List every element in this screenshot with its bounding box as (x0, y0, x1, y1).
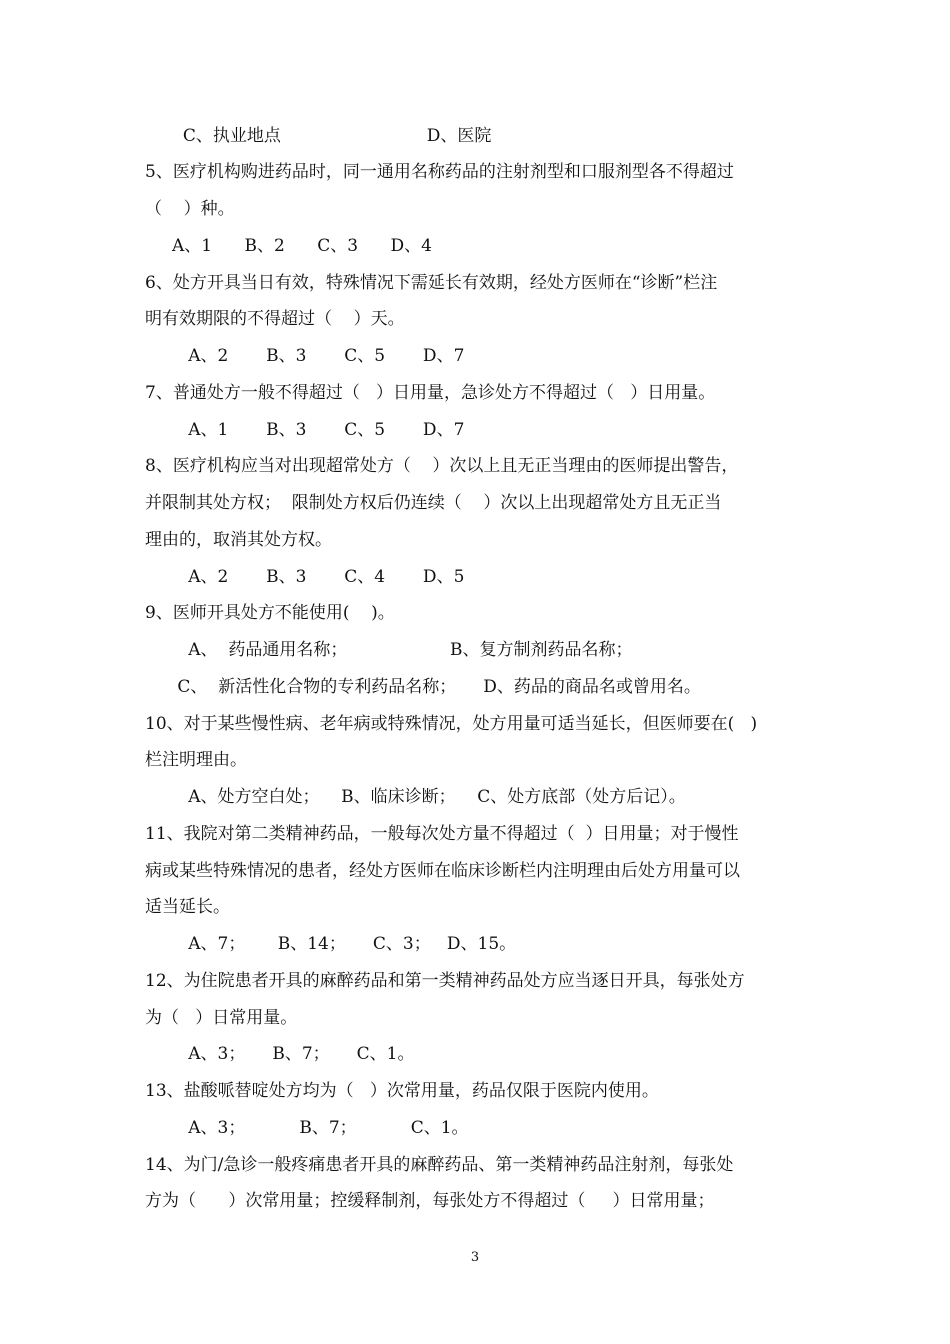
text-line: C、 新活性化合物的专利药品名称； D、药品的商品名或曾用名。 (145, 677, 701, 697)
text-line: 14、为门/急诊一般疼痛患者开具的麻醉药品、第一类精神药品注射剂，每张处 (145, 1155, 734, 1175)
text-line: 栏注明理由。 (145, 750, 247, 770)
text-line: 6、处方开具当日有效，特殊情况下需延长有效期，经处方医师在“诊断”栏注 (145, 273, 718, 293)
text-line: 10、对于某些慢性病、老年病或特殊情况，处方用量可适当延长，但医师要在( ) (145, 714, 758, 734)
text-line: A、2 B、3 C、4 D、5 (145, 567, 465, 587)
text-line: A、3； B、7； C、1。 (145, 1044, 415, 1064)
text-line: 8、医疗机构应当对出现超常处方（ ）次以上且无正当理由的医师提出警告， (145, 456, 739, 476)
text-line: C、执业地点 D、医院 (145, 126, 492, 146)
text-line: 12、为住院患者开具的麻醉药品和第一类精神药品处方应当逐日开具，每张处方 (145, 971, 745, 991)
text-line: 9、医师开具处方不能使用( )。 (145, 603, 395, 623)
text-line: 明有效期限的不得超过（ ）天。 (145, 309, 405, 329)
text-line: 适当延长。 (145, 897, 230, 917)
text-line: A、1 B、2 C、3 D、4 (145, 236, 432, 256)
text-line: 5、医疗机构购进药品时，同一通用名称药品的注射剂型和口服剂型各不得超过 (145, 162, 734, 182)
text-line: 理由的，取消其处方权。 (145, 530, 332, 550)
text-line: 病或某些特殊情况的患者，经处方医师在临床诊断栏内注明理由后处方用量可以 (145, 861, 740, 881)
text-line: 并限制其处方权； 限制处方权后仍连续（ ）次以上出现超常处方且无正当 (145, 493, 722, 513)
text-line: 为（ ）日常用量。 (145, 1008, 298, 1028)
text-line: A、3； B、7； C、1。 (145, 1118, 469, 1138)
text-line: A、1 B、3 C、5 D、7 (145, 420, 465, 440)
text-line: 11、我院对第二类精神药品，一般每次处方量不得超过（ ）日用量；对于慢性 (145, 824, 739, 844)
text-line: 13、盐酸哌替啶处方均为（ ）次常用量，药品仅限于医院内使用。 (145, 1081, 659, 1101)
text-line: A、 药品通用名称； B、复方制剂药品名称； (145, 640, 633, 660)
text-line: 方为（ ）次常用量；控缓释制剂，每张处方不得超过（ ）日常用量； (145, 1191, 715, 1211)
text-line: A、2 B、3 C、5 D、7 (145, 346, 465, 366)
text-line: A、7； B、14； C、3； D、15。 (145, 934, 517, 954)
page-number: 3 (470, 1250, 480, 1265)
text-line: （ ）种。 (145, 199, 235, 219)
text-line: A、处方空白处； B、临床诊断； C、处方底部（处方后记）。 (145, 787, 686, 807)
text-line: 7、普通处方一般不得超过（ ）日用量，急诊处方不得超过（ ）日用量。 (145, 383, 716, 403)
